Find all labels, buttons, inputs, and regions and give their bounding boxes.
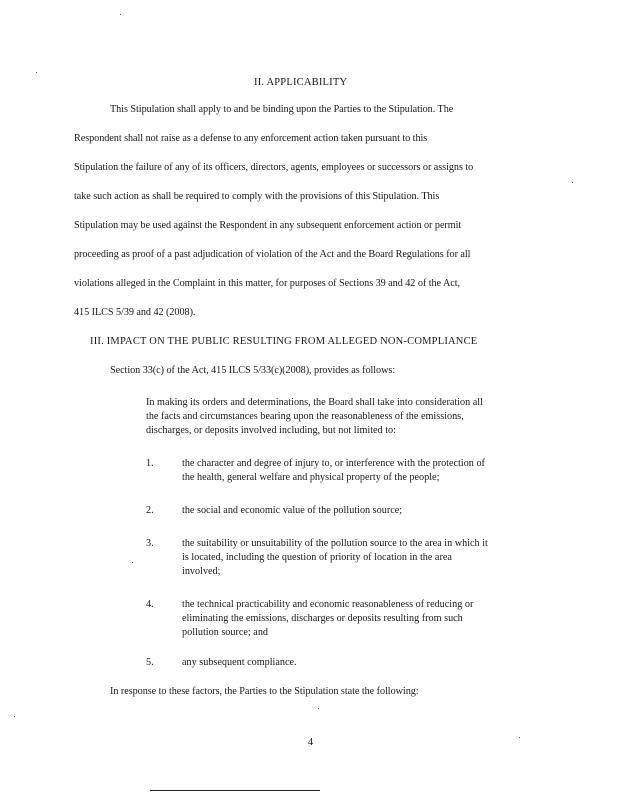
scan-speck [14, 716, 15, 717]
quote-line: the facts and circumstances bearing upon the reasonableness of the emissions, [146, 411, 464, 422]
scan-speck [519, 737, 520, 738]
section-heading-impact: III. IMPACT ON THE PUBLIC RESULTING FROM ALLEGED NON-COMPLIANCE [90, 336, 478, 347]
closing-line: In response to these factors, the Parties to the Stipulation state the following: [110, 686, 419, 697]
page-number: 4 [307, 737, 314, 748]
paragraph-line: This Stipulation shall apply to and be binding upon the Parties to the Stipulation. The [110, 104, 454, 115]
list-item-number: 2. [146, 505, 154, 516]
list-item-line: the health, general welfare and physical property of the people; [182, 472, 440, 483]
quote-line: discharges, or deposits involved including, but not limited to: [146, 425, 396, 436]
section-heading-applicability: II. APPLICABILITY [254, 77, 348, 88]
list-item-line: the social and economic value of the pollution source; [182, 505, 403, 516]
list-item-line: the suitability or unsuitability of the pollution source to the area in which it [182, 538, 488, 549]
scan-speck [132, 562, 133, 563]
paragraph-line: Respondent shall not raise as a defense to any enforcement action taken pursuant to this [74, 133, 428, 144]
list-item-line: the character and degree of injury to, or interference with the protection of [182, 458, 485, 469]
list-item-number: 5. [146, 657, 154, 668]
paragraph-line: Stipulation the failure of any of its officers, directors, agents, employees or successors or assigns to [74, 162, 474, 173]
paragraph-line: proceeding as proof of a past adjudication of violation of the Act and the Board Regulations for all [74, 249, 471, 260]
intro-line: Section 33(c) of the Act, 415 ILCS 5/33(c)(2008), provides as follows: [110, 365, 396, 376]
paragraph-line: Stipulation may be used against the Respondent in any subsequent enforcement action or permit [74, 220, 462, 231]
list-item-line: the technical practicability and economic reasonableness of reducing or [182, 599, 474, 610]
scan-speck [36, 72, 37, 73]
paragraph-line: take such action as shall be required to comply with the provisions of this Stipulation. This [74, 191, 440, 202]
list-item-line: any subsequent compliance. [182, 657, 297, 668]
scan-speck [572, 182, 573, 183]
list-item-line: involved; [182, 566, 221, 577]
paragraph-line: 415 ILCS 5/39 and 42 (2008). [74, 307, 196, 318]
footer-rule [150, 790, 320, 791]
paragraph-line: violations alleged in the Complaint in this matter, for purposes of Sections 39 and 42 of the Act, [74, 278, 460, 289]
list-item-line: is located, including the question of priority of location in the area [182, 552, 452, 563]
list-item-line: pollution source; and [182, 627, 269, 638]
list-item-number: 1. [146, 458, 154, 469]
list-item-number: 4. [146, 599, 154, 610]
list-item-number: 3. [146, 538, 154, 549]
quote-line: In making its orders and determinations, the Board shall take into consideration all [146, 397, 483, 408]
list-item-line: eliminating the emissions, discharges or deposits resulting from such [182, 613, 463, 624]
scan-speck [318, 708, 319, 709]
scan-speck [120, 14, 121, 15]
